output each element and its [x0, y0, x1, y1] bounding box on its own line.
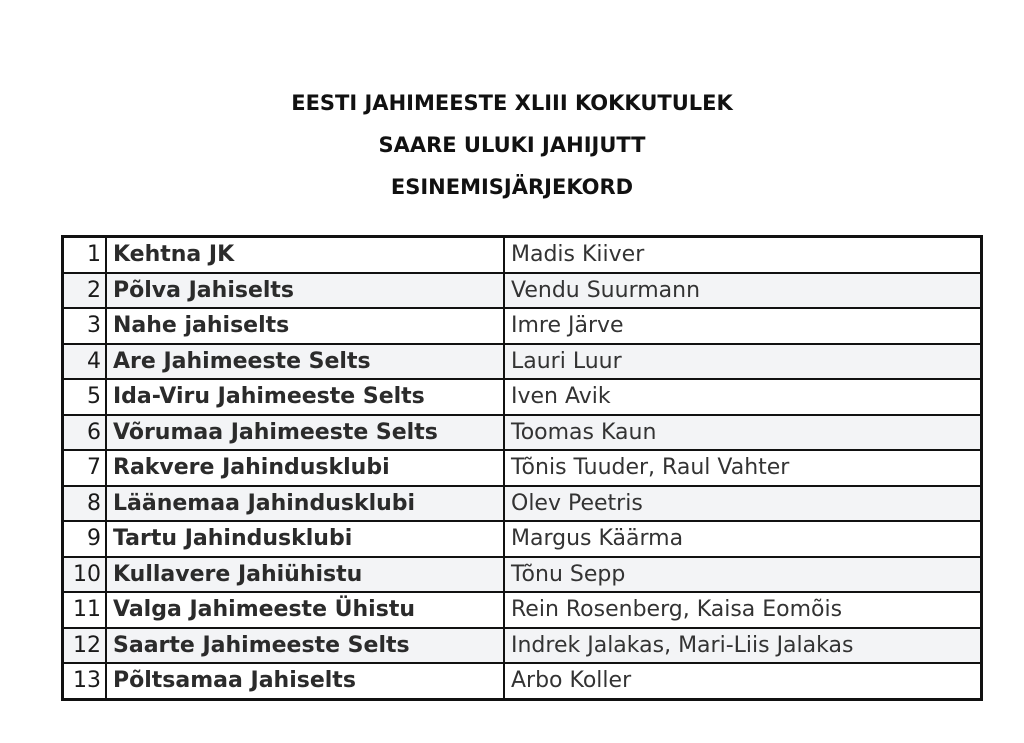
row-number: 13	[63, 663, 107, 699]
club-name: Põltsamaa Jahiselts	[106, 663, 504, 699]
performer-name: Indrek Jalakas, Mari-Liis Jalakas	[504, 628, 982, 664]
row-number: 8	[63, 486, 107, 522]
club-name: Läänemaa Jahindusklubi	[106, 486, 504, 522]
document-title	[0, 82, 1024, 208]
club-name: Are Jahimeeste Selts	[106, 344, 504, 380]
table-body	[63, 237, 982, 700]
title-event: EESTI JAHIMEESTE XLIII KOKKUTULEK	[291, 91, 733, 115]
row-number: 11	[63, 592, 107, 628]
row-number: 1	[63, 237, 107, 273]
performer-name: Olev Peetris	[504, 486, 982, 522]
performer-name: Tõnis Tuuder, Raul Vahter	[504, 450, 982, 486]
club-name: Kullavere Jahiühistu	[106, 557, 504, 593]
table-row	[63, 557, 982, 593]
club-name: Ida-Viru Jahimeeste Selts	[106, 379, 504, 415]
table-row	[63, 592, 982, 628]
club-name: Saarte Jahimeeste Selts	[106, 628, 504, 664]
table-row	[63, 663, 982, 699]
table-row	[63, 415, 982, 451]
table-row	[63, 308, 982, 344]
club-name: Valga Jahimeeste Ühistu	[106, 592, 504, 628]
performer-name: Rein Rosenberg, Kaisa Eomõis	[504, 592, 982, 628]
row-number: 5	[63, 379, 107, 415]
club-name: Rakvere Jahindusklubi	[106, 450, 504, 486]
club-name: Kehtna JK	[106, 237, 504, 273]
club-name: Võrumaa Jahimeeste Selts	[106, 415, 504, 451]
table-row	[63, 273, 982, 309]
table-row	[63, 450, 982, 486]
row-number: 4	[63, 344, 107, 380]
row-number: 2	[63, 273, 107, 309]
performer-name: Margus Käärma	[504, 521, 982, 557]
table-row	[63, 344, 982, 380]
table-row	[63, 628, 982, 664]
table-row	[63, 486, 982, 522]
table-row	[63, 521, 982, 557]
title-competition: SAARE ULUKI JAHIJUTT	[378, 133, 646, 157]
performer-name: Imre Järve	[504, 308, 982, 344]
club-name: Nahe jahiselts	[106, 308, 504, 344]
performer-name: Vendu Suurmann	[504, 273, 982, 309]
performer-name: Iven Avik	[504, 379, 982, 415]
club-name: Tartu Jahindusklubi	[106, 521, 504, 557]
row-number: 6	[63, 415, 107, 451]
row-number: 3	[63, 308, 107, 344]
club-name: Põlva Jahiselts	[106, 273, 504, 309]
performance-order-table	[61, 235, 983, 701]
row-number: 9	[63, 521, 107, 557]
performer-name: Arbo Koller	[504, 663, 982, 699]
title-order: ESINEMISJÄRJEKORD	[390, 175, 634, 199]
performer-name: Madis Kiiver	[504, 237, 982, 273]
performer-name: Lauri Luur	[504, 344, 982, 380]
table-row	[63, 379, 982, 415]
row-number: 12	[63, 628, 107, 664]
performer-name: Toomas Kaun	[504, 415, 982, 451]
table-row	[63, 237, 982, 273]
row-number: 7	[63, 450, 107, 486]
row-number: 10	[63, 557, 107, 593]
performer-name: Tõnu Sepp	[504, 557, 982, 593]
